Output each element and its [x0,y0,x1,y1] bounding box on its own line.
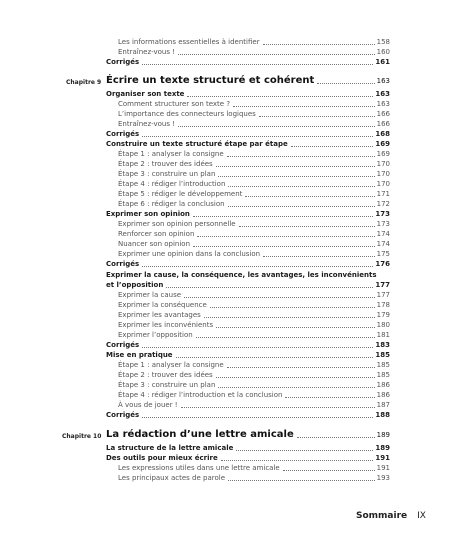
dot-leader [197,236,374,237]
dot-leader [291,146,374,147]
toc-entry[interactable]: L’importance des connecteurs logiques 166 [118,110,390,118]
toc-entry[interactable]: Étape 2 : trouver des idées 170 [118,160,390,168]
dot-leader [176,357,374,358]
toc-section[interactable]: Corrigés 176 [106,260,390,268]
toc-entry[interactable]: Comment structurer son texte ? 163 [118,100,390,108]
toc-section[interactable]: Corrigés 188 [106,411,390,419]
dot-leader [142,266,373,267]
toc-entry[interactable]: Étape 6 : rédiger la conclusion 172 [118,200,390,208]
dot-leader [228,206,375,207]
dot-leader [166,287,373,288]
toc-section[interactable]: Mise en pratique 185 [106,351,390,359]
toc-entry[interactable]: Étape 5 : rédiger le développement 171 [118,190,390,198]
dot-leader [285,397,374,398]
toc-entry[interactable]: Exprimer la cause 177 [118,291,390,299]
footer-label: Sommaire [356,511,408,521]
dot-leader [218,176,374,177]
dot-leader [193,216,373,217]
dot-leader [263,256,375,257]
toc-section[interactable]: Des outils pour mieux écrire 191 [106,454,390,462]
dot-leader [218,387,374,388]
dot-leader [210,307,375,308]
toc-chapter[interactable]: La rédaction d’une lettre amicale 189 [106,429,390,440]
toc-entry[interactable]: Étape 4 : rédiger l’introduction et la conclusion 186 [118,391,390,399]
toc-entry[interactable]: Étape 1 : analyser la consigne 169 [118,150,390,158]
chapter-label: Chapitre 10 [62,433,102,440]
toc-entry[interactable]: Exprimer une opinion dans la conclusion 175 [118,250,390,258]
dot-leader [239,226,375,227]
dot-leader [245,196,374,197]
toc-entry[interactable]: Les expressions utiles dans une lettre amicale 191 [118,464,390,472]
dot-leader [204,317,375,318]
dot-leader [216,377,375,378]
dot-leader [142,347,373,348]
toc-entry[interactable]: Exprimer son opinion personnelle 173 [118,220,390,228]
toc-entry[interactable]: Les informations essentielles à identifier 158 [118,38,390,46]
toc-section[interactable]: Corrigés 168 [106,130,390,138]
dot-leader [317,83,374,84]
toc-entry[interactable]: Exprimer l’opposition 181 [118,331,390,339]
toc-entry[interactable]: Entraînez-vous ! 160 [118,48,390,56]
toc-entry[interactable]: Étape 4 : rédiger l’introduction 170 [118,180,390,188]
toc-section[interactable]: Corrigés 183 [106,341,390,349]
toc-entry[interactable]: Étape 3 : construire un plan 186 [118,381,390,389]
dot-leader [227,156,375,157]
dot-leader [227,367,375,368]
dot-leader [228,186,374,187]
toc-entry[interactable]: Entraînez-vous ! 166 [118,120,390,128]
toc-section[interactable]: Construire un texte structuré étape par étape 169 [106,140,390,148]
toc-entry[interactable]: Exprimer la conséquence 178 [118,301,390,309]
dot-leader [263,44,375,45]
dot-leader [142,64,373,65]
toc-entry[interactable]: Étape 3 : construire un plan 170 [118,170,390,178]
toc-section[interactable]: Corrigés 161 [106,58,390,66]
page-number: IX [417,511,426,521]
dot-leader [236,450,373,451]
toc-section[interactable]: Exprimer son opinion 173 [106,210,390,218]
dot-leader [221,460,374,461]
toc-entry[interactable]: Exprimer les inconvénients 180 [118,321,390,329]
dot-leader [181,407,375,408]
dot-leader [283,470,375,471]
toc-chapter[interactable]: Écrire un texte structuré et cohérent 163 [106,75,390,86]
dot-leader [142,417,373,418]
toc-section[interactable]: et l’opposition 177 [106,281,390,289]
toc-entry[interactable]: À vous de jouer ! 187 [118,401,390,409]
dot-leader [184,297,375,298]
dot-leader [216,166,375,167]
toc-section[interactable]: Organiser son texte 163 [106,90,390,98]
dot-leader [196,337,375,338]
dot-leader [187,96,373,97]
toc-entry[interactable]: Étape 2 : trouver des idées 185 [118,371,390,379]
dot-leader [259,116,375,117]
toc-entry[interactable]: Les principaux actes de parole 193 [118,474,390,482]
page-footer [356,511,426,521]
toc-entry[interactable]: Renforcer son opinion 174 [118,230,390,238]
toc-entry[interactable]: Exprimer les avantages 179 [118,311,390,319]
dot-leader [297,437,375,438]
dot-leader [142,136,373,137]
toc-entry[interactable]: Étape 1 : analyser la consigne 185 [118,361,390,369]
dot-leader [233,106,375,107]
dot-leader [178,126,375,127]
toc-section[interactable]: La structure de la lettre amicale 189 [106,444,390,452]
dot-leader [228,480,375,481]
chapter-label: Chapitre 9 [66,79,102,86]
toc-section-title-line[interactable]: Exprimer la cause, la conséquence, les avantages, les inconvénients [106,271,377,279]
dot-leader [216,327,375,328]
toc-entry[interactable]: Nuancer son opinion 174 [118,240,390,248]
dot-leader [178,54,375,55]
dot-leader [193,246,375,247]
